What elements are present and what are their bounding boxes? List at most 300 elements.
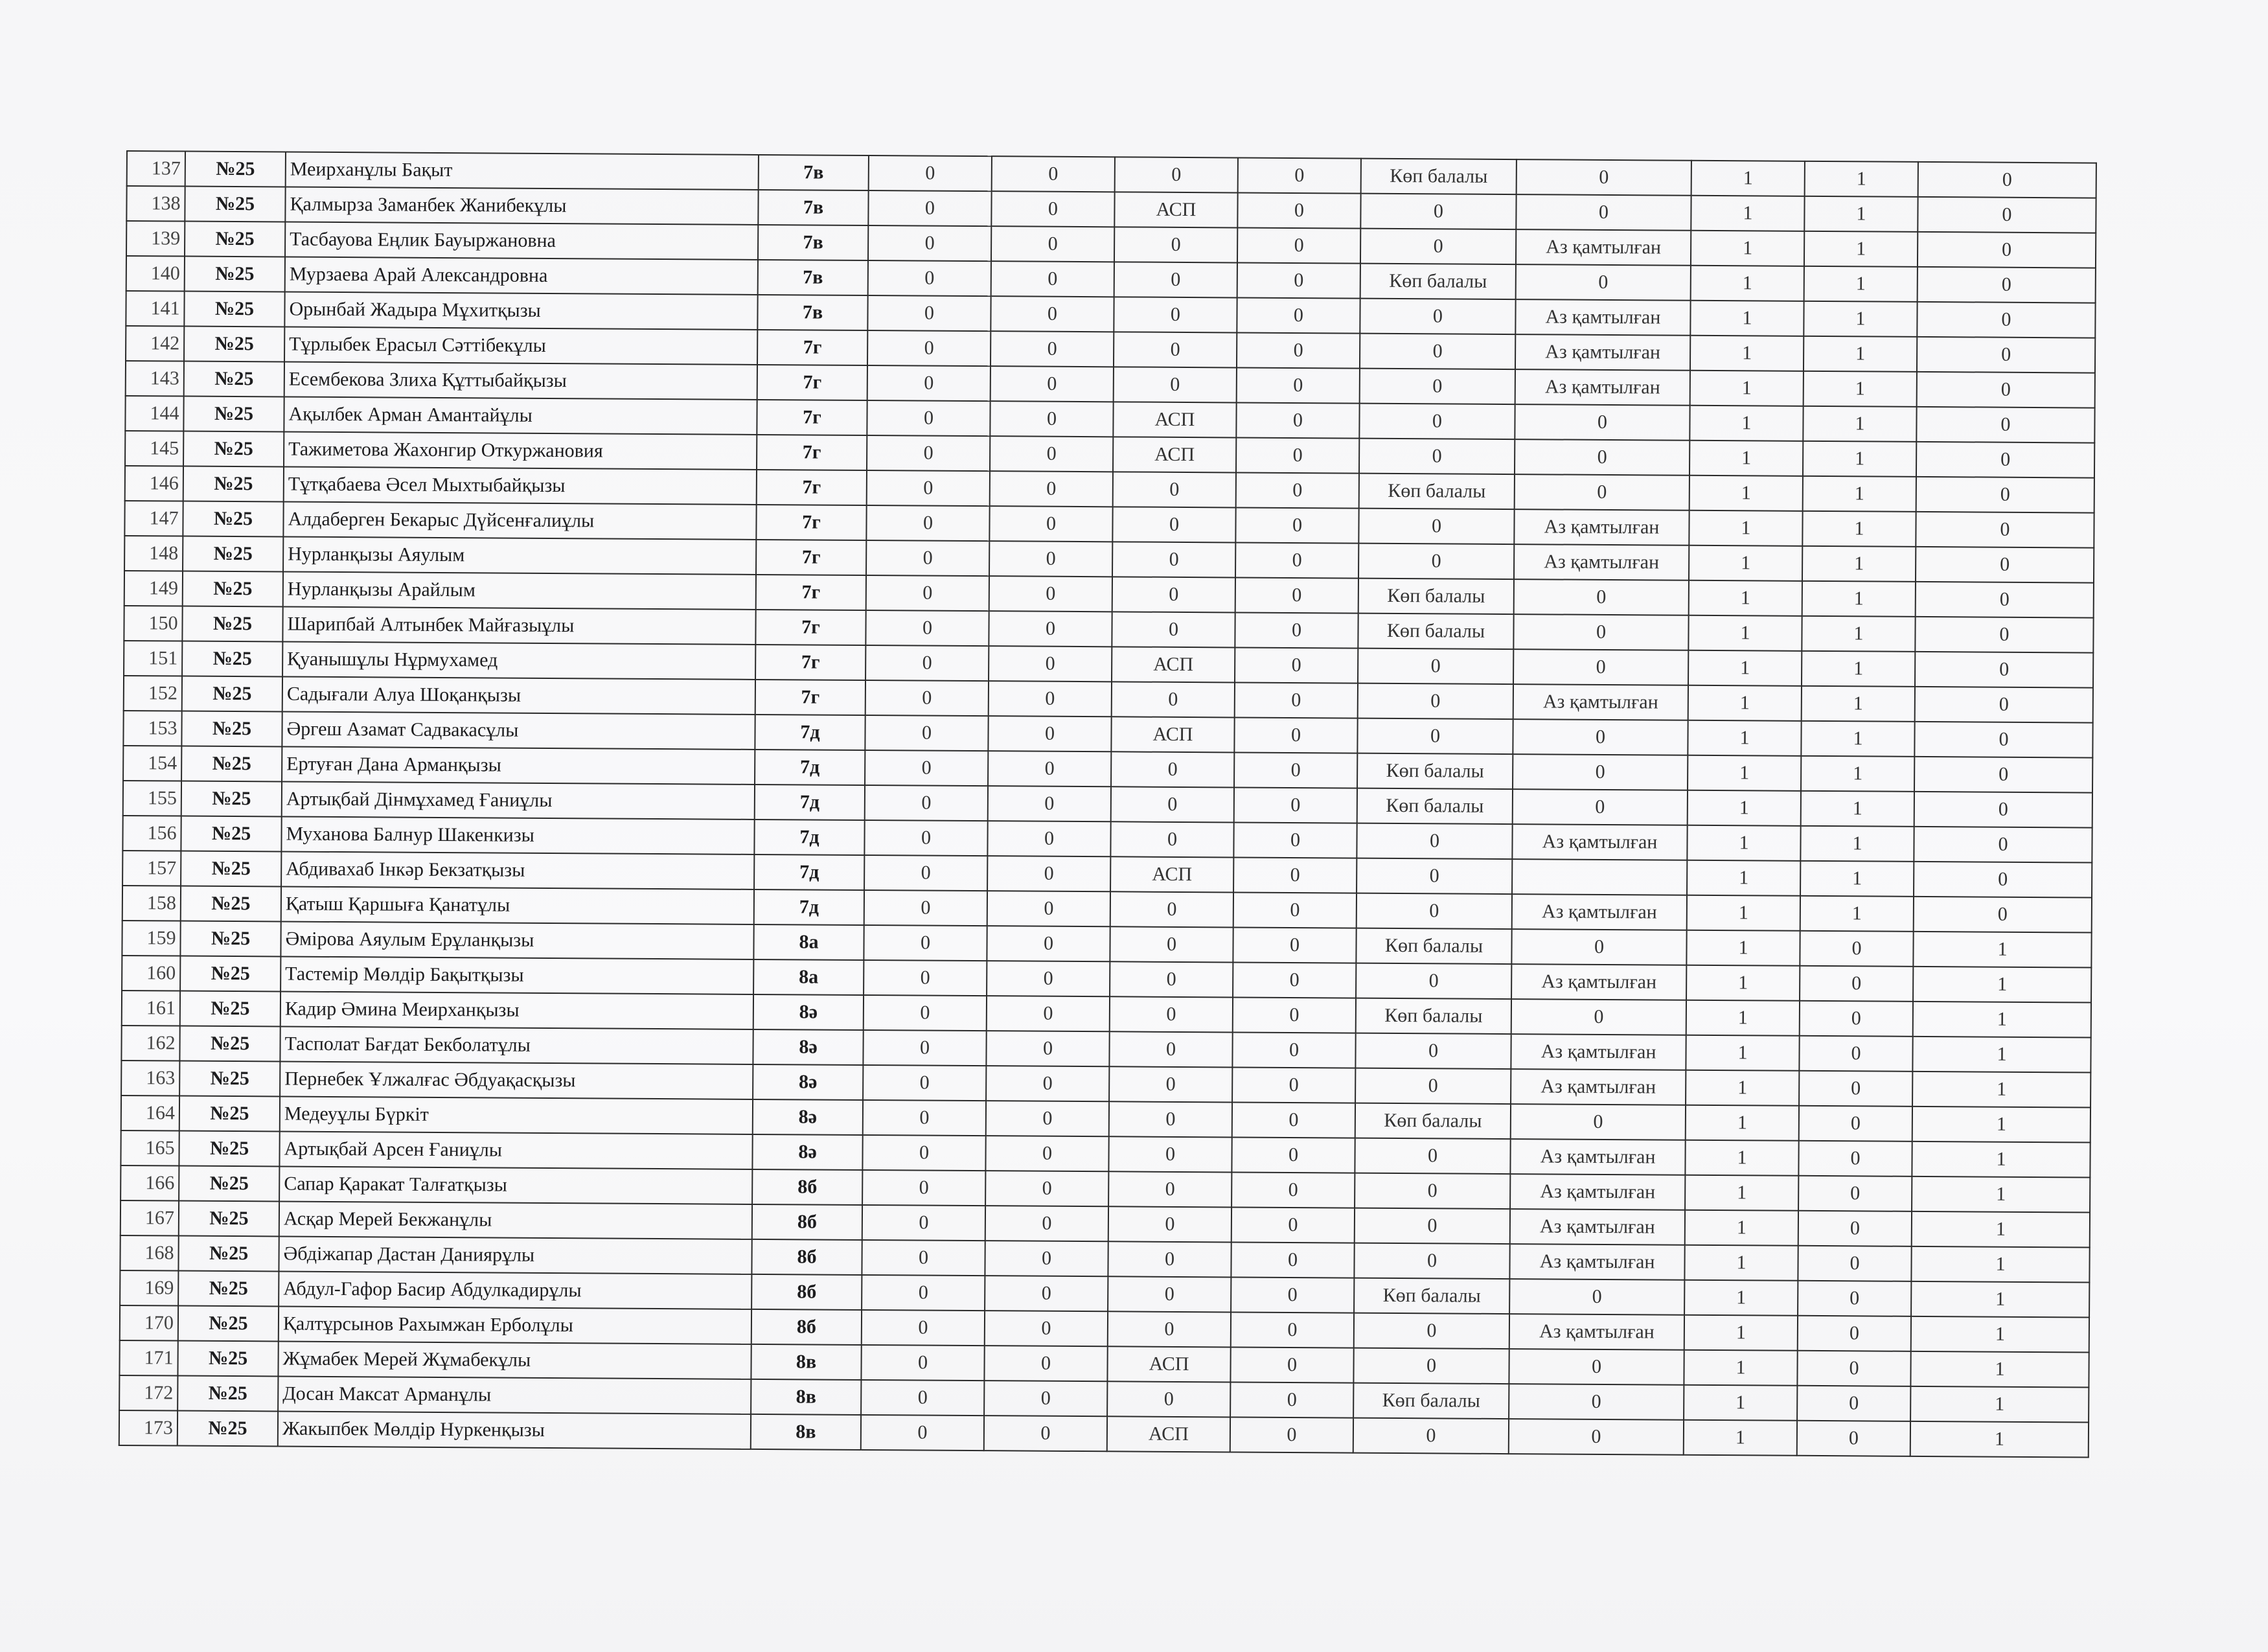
- value-cell: 1: [1686, 965, 1800, 1001]
- value-cell: 0: [1359, 439, 1515, 474]
- value-cell: 0: [1516, 264, 1691, 301]
- row-number-cell: 158: [122, 886, 181, 921]
- class-cell: 8ә: [753, 994, 864, 1030]
- table-body: [119, 151, 2096, 1458]
- value-cell: 0: [987, 856, 1110, 891]
- value-cell: Көп балалы: [1357, 753, 1513, 789]
- value-cell: 0: [985, 1171, 1108, 1206]
- school-cell: №25: [179, 1096, 280, 1132]
- value-cell: 0: [1916, 582, 2094, 618]
- value-cell: Аз қамтылған: [1510, 1139, 1685, 1175]
- value-cell: Көп балалы: [1360, 264, 1516, 299]
- value-cell: 1: [1691, 161, 1805, 196]
- value-cell: 1: [1690, 301, 1804, 336]
- value-cell: 0: [1110, 926, 1233, 962]
- value-cell: 0: [1799, 1106, 1912, 1141]
- value-cell: 1: [1800, 861, 1914, 897]
- value-cell: 1: [1689, 545, 1802, 581]
- school-cell: №25: [181, 711, 282, 747]
- student-name-cell: Асқар Мерей Бекжанұлы: [279, 1201, 752, 1239]
- class-cell: 7д: [755, 715, 865, 750]
- value-cell: 0: [1357, 823, 1512, 859]
- value-cell: Аз қамтылған: [1512, 894, 1687, 930]
- school-cell: №25: [179, 1131, 279, 1167]
- value-cell: 0: [1915, 687, 2093, 723]
- value-cell: 0: [1109, 1101, 1232, 1137]
- school-cell: №25: [178, 1306, 279, 1342]
- value-cell: 1: [1690, 336, 1804, 371]
- school-cell: №25: [184, 292, 284, 327]
- value-cell: 0: [1915, 617, 2093, 653]
- school-cell: №25: [180, 991, 281, 1027]
- value-cell: 0: [1511, 929, 1686, 965]
- value-cell: 0: [866, 575, 989, 611]
- value-cell: 0: [1232, 1102, 1355, 1138]
- value-cell: Көп балалы: [1358, 579, 1514, 614]
- value-cell: 0: [1235, 542, 1358, 578]
- value-cell: 0: [1237, 367, 1360, 403]
- value-cell: 1: [1690, 406, 1803, 441]
- value-cell: 0: [862, 1275, 985, 1311]
- row-number-cell: 170: [120, 1305, 178, 1341]
- student-name-cell: Нурланқызы Аяулым: [283, 536, 756, 574]
- value-cell: 0: [1236, 437, 1359, 473]
- school-cell: №25: [183, 431, 284, 467]
- value-cell: 0: [987, 821, 1110, 856]
- class-cell: 8б: [752, 1169, 862, 1205]
- student-name-cell: Сапар Қаракат Талғатқызы: [279, 1166, 752, 1204]
- value-cell: 0: [867, 365, 991, 401]
- value-cell: 1: [1804, 196, 1918, 232]
- value-cell: 1: [1804, 301, 1917, 337]
- value-cell: 0: [1237, 262, 1360, 298]
- value-cell: 0: [1109, 1031, 1232, 1067]
- value-cell: 0: [1798, 1176, 1912, 1211]
- value-cell: 1: [1913, 932, 2091, 968]
- value-cell: 0: [1108, 1171, 1231, 1207]
- value-cell: 0: [1233, 822, 1357, 858]
- value-cell: 0: [1111, 786, 1234, 822]
- school-cell: №25: [181, 746, 282, 782]
- value-cell: 0: [862, 1170, 985, 1206]
- value-cell: 0: [1237, 227, 1360, 263]
- school-cell: №25: [182, 606, 282, 642]
- row-number-cell: 155: [123, 781, 181, 816]
- value-cell: 0: [869, 155, 992, 191]
- class-cell: 7г: [755, 680, 865, 715]
- value-cell: 0: [986, 1031, 1109, 1066]
- value-cell: 0: [990, 471, 1113, 507]
- value-cell: Аз қамтылған: [1510, 1209, 1685, 1245]
- value-cell: 0: [867, 295, 991, 331]
- student-name-cell: Садығали Алуа Шоқанқызы: [282, 676, 755, 714]
- school-cell: №25: [178, 1341, 278, 1377]
- value-cell: 0: [1355, 1033, 1511, 1069]
- value-cell: Көп балалы: [1353, 1383, 1509, 1419]
- value-cell: 1: [1688, 650, 1802, 686]
- value-cell: 1: [1691, 266, 1804, 301]
- value-cell: 0: [1108, 1241, 1231, 1277]
- student-name-cell: Әмірова Аяулым Ерұланқызы: [281, 921, 753, 959]
- value-cell: 0: [1353, 1348, 1509, 1384]
- value-cell: 0: [984, 1416, 1107, 1451]
- school-cell: №25: [183, 466, 284, 502]
- value-cell: 0: [1797, 1386, 1910, 1421]
- value-cell: 0: [1231, 1137, 1355, 1173]
- value-cell: 1: [1800, 826, 1914, 862]
- value-cell: 1: [1803, 476, 1916, 512]
- value-cell: 0: [1515, 404, 1690, 441]
- value-cell: 0: [985, 1241, 1108, 1276]
- value-cell: Аз қамтылған: [1514, 544, 1689, 580]
- value-cell: АСП: [1113, 437, 1236, 472]
- value-cell: 0: [1108, 1206, 1231, 1242]
- school-cell: №25: [185, 187, 285, 222]
- row-number-cell: 166: [120, 1165, 179, 1201]
- value-cell: 1: [1802, 686, 1915, 722]
- value-cell: АСП: [1114, 192, 1237, 227]
- value-cell: 1: [1912, 1072, 2090, 1108]
- value-cell: 0: [1231, 1277, 1354, 1313]
- value-cell: 0: [864, 995, 987, 1031]
- value-cell: 1: [1684, 1280, 1798, 1316]
- value-cell: 0: [1113, 472, 1236, 507]
- value-cell: АСП: [1113, 402, 1236, 437]
- row-number-cell: 171: [119, 1340, 178, 1376]
- student-name-cell: Медеуұлы Бүркіт: [280, 1096, 753, 1134]
- row-number-cell: 141: [126, 291, 184, 327]
- value-cell: 1: [1688, 790, 1801, 826]
- student-name-cell: Пернебек Ұлжалғас Әбдуақасқызы: [280, 1061, 753, 1099]
- school-cell: №25: [181, 781, 282, 817]
- value-cell: 1: [1689, 580, 1802, 616]
- student-name-cell: Есембекова Злиха Құттыбайқызы: [284, 361, 757, 399]
- value-cell: 0: [1233, 857, 1357, 893]
- value-cell: 0: [987, 961, 1110, 996]
- value-cell: 0: [984, 1381, 1107, 1416]
- class-cell: 8б: [751, 1239, 862, 1275]
- value-cell: 0: [1357, 893, 1512, 929]
- row-number-cell: 167: [120, 1200, 179, 1236]
- class-cell: 8в: [751, 1414, 861, 1450]
- value-cell: 0: [1112, 612, 1235, 647]
- value-cell: 1: [1691, 231, 1804, 266]
- value-cell: 0: [985, 1206, 1108, 1241]
- class-cell: 7г: [757, 330, 867, 365]
- school-cell: №25: [178, 1236, 279, 1272]
- row-number-cell: 168: [120, 1235, 178, 1271]
- value-cell: 0: [865, 645, 989, 681]
- value-cell: 0: [1234, 752, 1357, 788]
- value-cell: 0: [865, 785, 988, 821]
- student-name-cell: Тұрлыбек Ерасыл Сәттібекұлы: [284, 327, 757, 364]
- value-cell: 0: [1114, 367, 1237, 402]
- value-cell: Аз қамтылған: [1515, 334, 1690, 371]
- class-cell: 7в: [759, 155, 869, 190]
- value-cell: 0: [1231, 1312, 1354, 1348]
- value-cell: 0: [987, 926, 1110, 961]
- value-cell: 0: [986, 1101, 1109, 1136]
- value-cell: 1: [1686, 930, 1800, 966]
- value-cell: 0: [1513, 789, 1688, 825]
- value-cell: 0: [1513, 719, 1688, 755]
- value-cell: АСП: [1107, 1346, 1230, 1382]
- value-cell: 1: [1911, 1246, 2089, 1283]
- value-cell: 0: [1355, 1208, 1510, 1244]
- value-cell: 1: [1912, 1107, 2090, 1143]
- school-cell: №25: [178, 1271, 279, 1307]
- class-cell: 8б: [751, 1274, 862, 1310]
- school-cell: №25: [183, 396, 284, 432]
- value-cell: 0: [868, 260, 991, 296]
- student-name-cell: Қалтұрсынов Рахымжан Ерболұлы: [279, 1306, 751, 1344]
- value-cell: 1: [1802, 511, 1916, 547]
- value-cell: 0: [1513, 649, 1688, 685]
- school-cell: №25: [184, 327, 284, 362]
- value-cell: 0: [1110, 996, 1233, 1032]
- table-container: [119, 150, 2096, 1458]
- value-cell: 0: [1798, 1141, 1912, 1176]
- value-cell: 0: [1356, 963, 1511, 999]
- value-cell: 0: [1509, 1384, 1684, 1420]
- value-cell: 0: [1232, 1067, 1355, 1103]
- class-cell: 7д: [754, 820, 864, 855]
- value-cell: 0: [1237, 192, 1360, 228]
- student-name-cell: Тажиметова Жахонгир Откуржановия: [284, 431, 757, 469]
- value-cell: 0: [988, 716, 1111, 751]
- value-cell: 0: [1797, 1421, 1910, 1456]
- value-cell: 0: [864, 925, 987, 961]
- value-cell: 1: [1803, 441, 1916, 477]
- value-cell: 1: [1686, 1000, 1800, 1036]
- school-cell: №25: [178, 1411, 278, 1447]
- class-cell: 7в: [757, 295, 867, 330]
- row-number-cell: 144: [125, 396, 183, 431]
- school-cell: №25: [183, 501, 283, 537]
- value-cell: Аз қамтылған: [1515, 299, 1690, 336]
- value-cell: Көп балалы: [1356, 928, 1511, 964]
- value-cell: 0: [1914, 827, 2092, 863]
- row-number-cell: 147: [124, 501, 183, 536]
- value-cell: 0: [1358, 683, 1513, 719]
- value-cell: Аз қамтылған: [1513, 684, 1688, 720]
- value-cell: 0: [1110, 961, 1233, 997]
- value-cell: 0: [1235, 507, 1358, 543]
- row-number-cell: 164: [121, 1096, 179, 1131]
- value-cell: 0: [865, 750, 988, 786]
- value-cell: 0: [985, 1136, 1108, 1171]
- value-cell: 1: [1801, 721, 1914, 757]
- value-cell: 0: [863, 1030, 986, 1066]
- value-cell: 1: [1688, 720, 1801, 756]
- value-cell: 0: [1358, 509, 1514, 544]
- value-cell: 0: [1237, 297, 1360, 333]
- value-cell: 0: [1235, 682, 1358, 718]
- value-cell: Көп балалы: [1359, 474, 1515, 509]
- value-cell: 0: [1914, 792, 2092, 828]
- student-name-cell: Абдивахаб Інкәр Бекзатқызы: [281, 851, 754, 889]
- value-cell: 0: [1918, 162, 2096, 198]
- class-cell: 7д: [755, 785, 865, 820]
- school-cell: №25: [180, 921, 281, 957]
- value-cell: 0: [861, 1415, 984, 1451]
- value-cell: 1: [1803, 406, 1916, 442]
- value-cell: 0: [865, 610, 989, 646]
- school-cell: №25: [183, 536, 283, 572]
- value-cell: 0: [989, 506, 1112, 542]
- value-cell: 0: [1509, 1419, 1684, 1455]
- value-cell: 0: [1354, 1313, 1509, 1349]
- value-cell: 0: [1914, 722, 2092, 758]
- value-cell: 0: [985, 1276, 1108, 1311]
- value-cell: 1: [1686, 1035, 1799, 1071]
- school-cell: №25: [179, 1061, 280, 1097]
- value-cell: 0: [1235, 612, 1358, 648]
- value-cell: 0: [1114, 227, 1237, 262]
- value-cell: 1: [1911, 1281, 2089, 1318]
- value-cell: 0: [864, 960, 987, 996]
- value-cell: Аз қамтылған: [1511, 1069, 1686, 1105]
- value-cell: 0: [1236, 472, 1359, 508]
- value-cell: 0: [1233, 927, 1356, 963]
- class-cell: 7в: [758, 260, 868, 295]
- value-cell: 0: [991, 296, 1114, 332]
- school-cell: №25: [184, 361, 284, 397]
- value-cell: 0: [985, 1311, 1108, 1346]
- value-cell: 0: [867, 470, 990, 506]
- value-cell: 0: [1355, 1173, 1510, 1209]
- value-cell: 1: [1684, 1350, 1797, 1386]
- value-cell: Аз қамтылған: [1511, 1034, 1686, 1070]
- class-cell: 7г: [756, 505, 866, 540]
- value-cell: 0: [1798, 1211, 1912, 1246]
- value-cell: 0: [1918, 232, 2096, 268]
- school-cell: №25: [182, 641, 282, 677]
- value-cell: 1: [1912, 1176, 2090, 1213]
- class-cell: 7в: [758, 190, 868, 225]
- value-cell: 0: [1110, 891, 1233, 927]
- value-cell: 0: [1231, 1242, 1354, 1278]
- value-cell: 0: [1112, 682, 1235, 717]
- value-cell: АСП: [1112, 647, 1235, 682]
- value-cell: 1: [1804, 371, 1917, 407]
- row-number-cell: 142: [126, 326, 184, 361]
- value-cell: 0: [1914, 897, 2092, 933]
- school-cell: №25: [179, 1166, 279, 1202]
- row-number-cell: 139: [126, 221, 185, 257]
- value-cell: 0: [1509, 1349, 1684, 1385]
- value-cell: 0: [1800, 1001, 1913, 1037]
- class-cell: 7г: [756, 540, 866, 575]
- value-cell: 1: [1804, 231, 1918, 267]
- school-cell: №25: [185, 222, 285, 257]
- school-cell: №25: [182, 676, 282, 712]
- row-number-cell: 152: [124, 676, 182, 711]
- value-cell: 0: [864, 855, 987, 891]
- value-cell: 0: [863, 1065, 986, 1101]
- school-cell: №25: [183, 571, 283, 607]
- value-cell: 0: [866, 540, 989, 576]
- school-cell: №25: [179, 1201, 279, 1237]
- row-number-cell: 165: [120, 1130, 179, 1166]
- value-cell: 0: [1355, 1068, 1511, 1104]
- student-name-cell: Ертуған Дана Арманқызы: [282, 746, 755, 784]
- value-cell: 0: [1357, 718, 1513, 754]
- value-cell: 0: [1114, 332, 1237, 367]
- value-cell: 1: [1684, 1315, 1798, 1351]
- value-cell: 0: [863, 1100, 986, 1136]
- value-cell: 0: [864, 820, 987, 856]
- student-name-cell: Әргеш Азамат Садвакасұлы: [282, 711, 755, 749]
- value-cell: 0: [1916, 547, 2094, 583]
- class-cell: 8ә: [752, 1134, 862, 1170]
- value-cell: 1: [1804, 336, 1917, 372]
- class-cell: 7г: [755, 610, 865, 645]
- row-number-cell: 156: [122, 816, 181, 851]
- student-name-cell: Шарипбай Алтынбек Майғазыұлы: [282, 606, 755, 644]
- value-cell: 0: [1511, 999, 1686, 1035]
- student-name-cell: Жұмабек Мерей Жұмабекұлы: [278, 1341, 751, 1379]
- value-cell: 0: [1917, 302, 2095, 338]
- class-cell: 7г: [757, 435, 867, 470]
- value-cell: 1: [1688, 685, 1802, 721]
- row-number-cell: 154: [123, 746, 181, 781]
- value-cell: 0: [989, 576, 1112, 612]
- student-name-cell: Тастемір Мөлдір Бақытқызы: [281, 956, 753, 994]
- student-name-cell: Қатыш Қаршыға Қанатұлы: [281, 886, 754, 924]
- value-cell: 0: [1360, 299, 1515, 334]
- school-cell: №25: [179, 1026, 280, 1062]
- value-cell: 0: [1360, 229, 1516, 264]
- value-cell: 1: [1685, 1175, 1798, 1211]
- value-cell: Көп балалы: [1356, 998, 1511, 1034]
- value-cell: Аз қамтылған: [1511, 964, 1686, 1000]
- student-name-cell: Нурланқызы Арайлым: [283, 571, 756, 609]
- value-cell: 0: [865, 680, 989, 716]
- value-cell: 0: [867, 435, 990, 471]
- value-cell: 0: [1230, 1347, 1353, 1382]
- value-cell: 1: [1912, 1037, 2090, 1073]
- value-cell: 0: [866, 505, 989, 541]
- value-cell: 0: [862, 1240, 985, 1276]
- value-cell: 1: [1804, 266, 1918, 302]
- value-cell: 0: [1916, 407, 2094, 443]
- value-cell: 0: [1232, 1032, 1355, 1068]
- value-cell: 0: [1234, 787, 1357, 823]
- row-number-cell: 138: [126, 186, 185, 222]
- student-name-cell: Артықбай Арсен Ғаниұлы: [279, 1131, 752, 1169]
- class-cell: 7г: [757, 400, 867, 435]
- value-cell: 0: [1799, 1071, 1912, 1107]
- value-cell: 0: [1235, 647, 1358, 683]
- value-cell: 1: [1802, 546, 1916, 582]
- value-cell: 1: [1685, 1140, 1798, 1176]
- value-cell: Аз қамтылған: [1510, 1174, 1685, 1210]
- value-cell: 0: [1799, 1036, 1912, 1072]
- student-name-cell: Досан Максат Арманұлы: [278, 1376, 751, 1414]
- row-number-cell: 159: [122, 921, 180, 956]
- value-cell: 0: [868, 225, 991, 261]
- student-name-cell: Абдул-Гафор Басир Абдулкадирұлы: [279, 1271, 751, 1309]
- value-cell: 0: [1916, 477, 2094, 513]
- value-cell: Көп балалы: [1358, 614, 1513, 649]
- value-cell: 0: [862, 1205, 985, 1241]
- value-cell: 0: [987, 996, 1110, 1031]
- value-cell: 0: [1115, 157, 1238, 192]
- value-cell: 0: [1233, 962, 1356, 998]
- student-name-cell: Артықбай Дінмұхамед Ғаниұлы: [282, 781, 755, 819]
- value-cell: 0: [865, 715, 988, 751]
